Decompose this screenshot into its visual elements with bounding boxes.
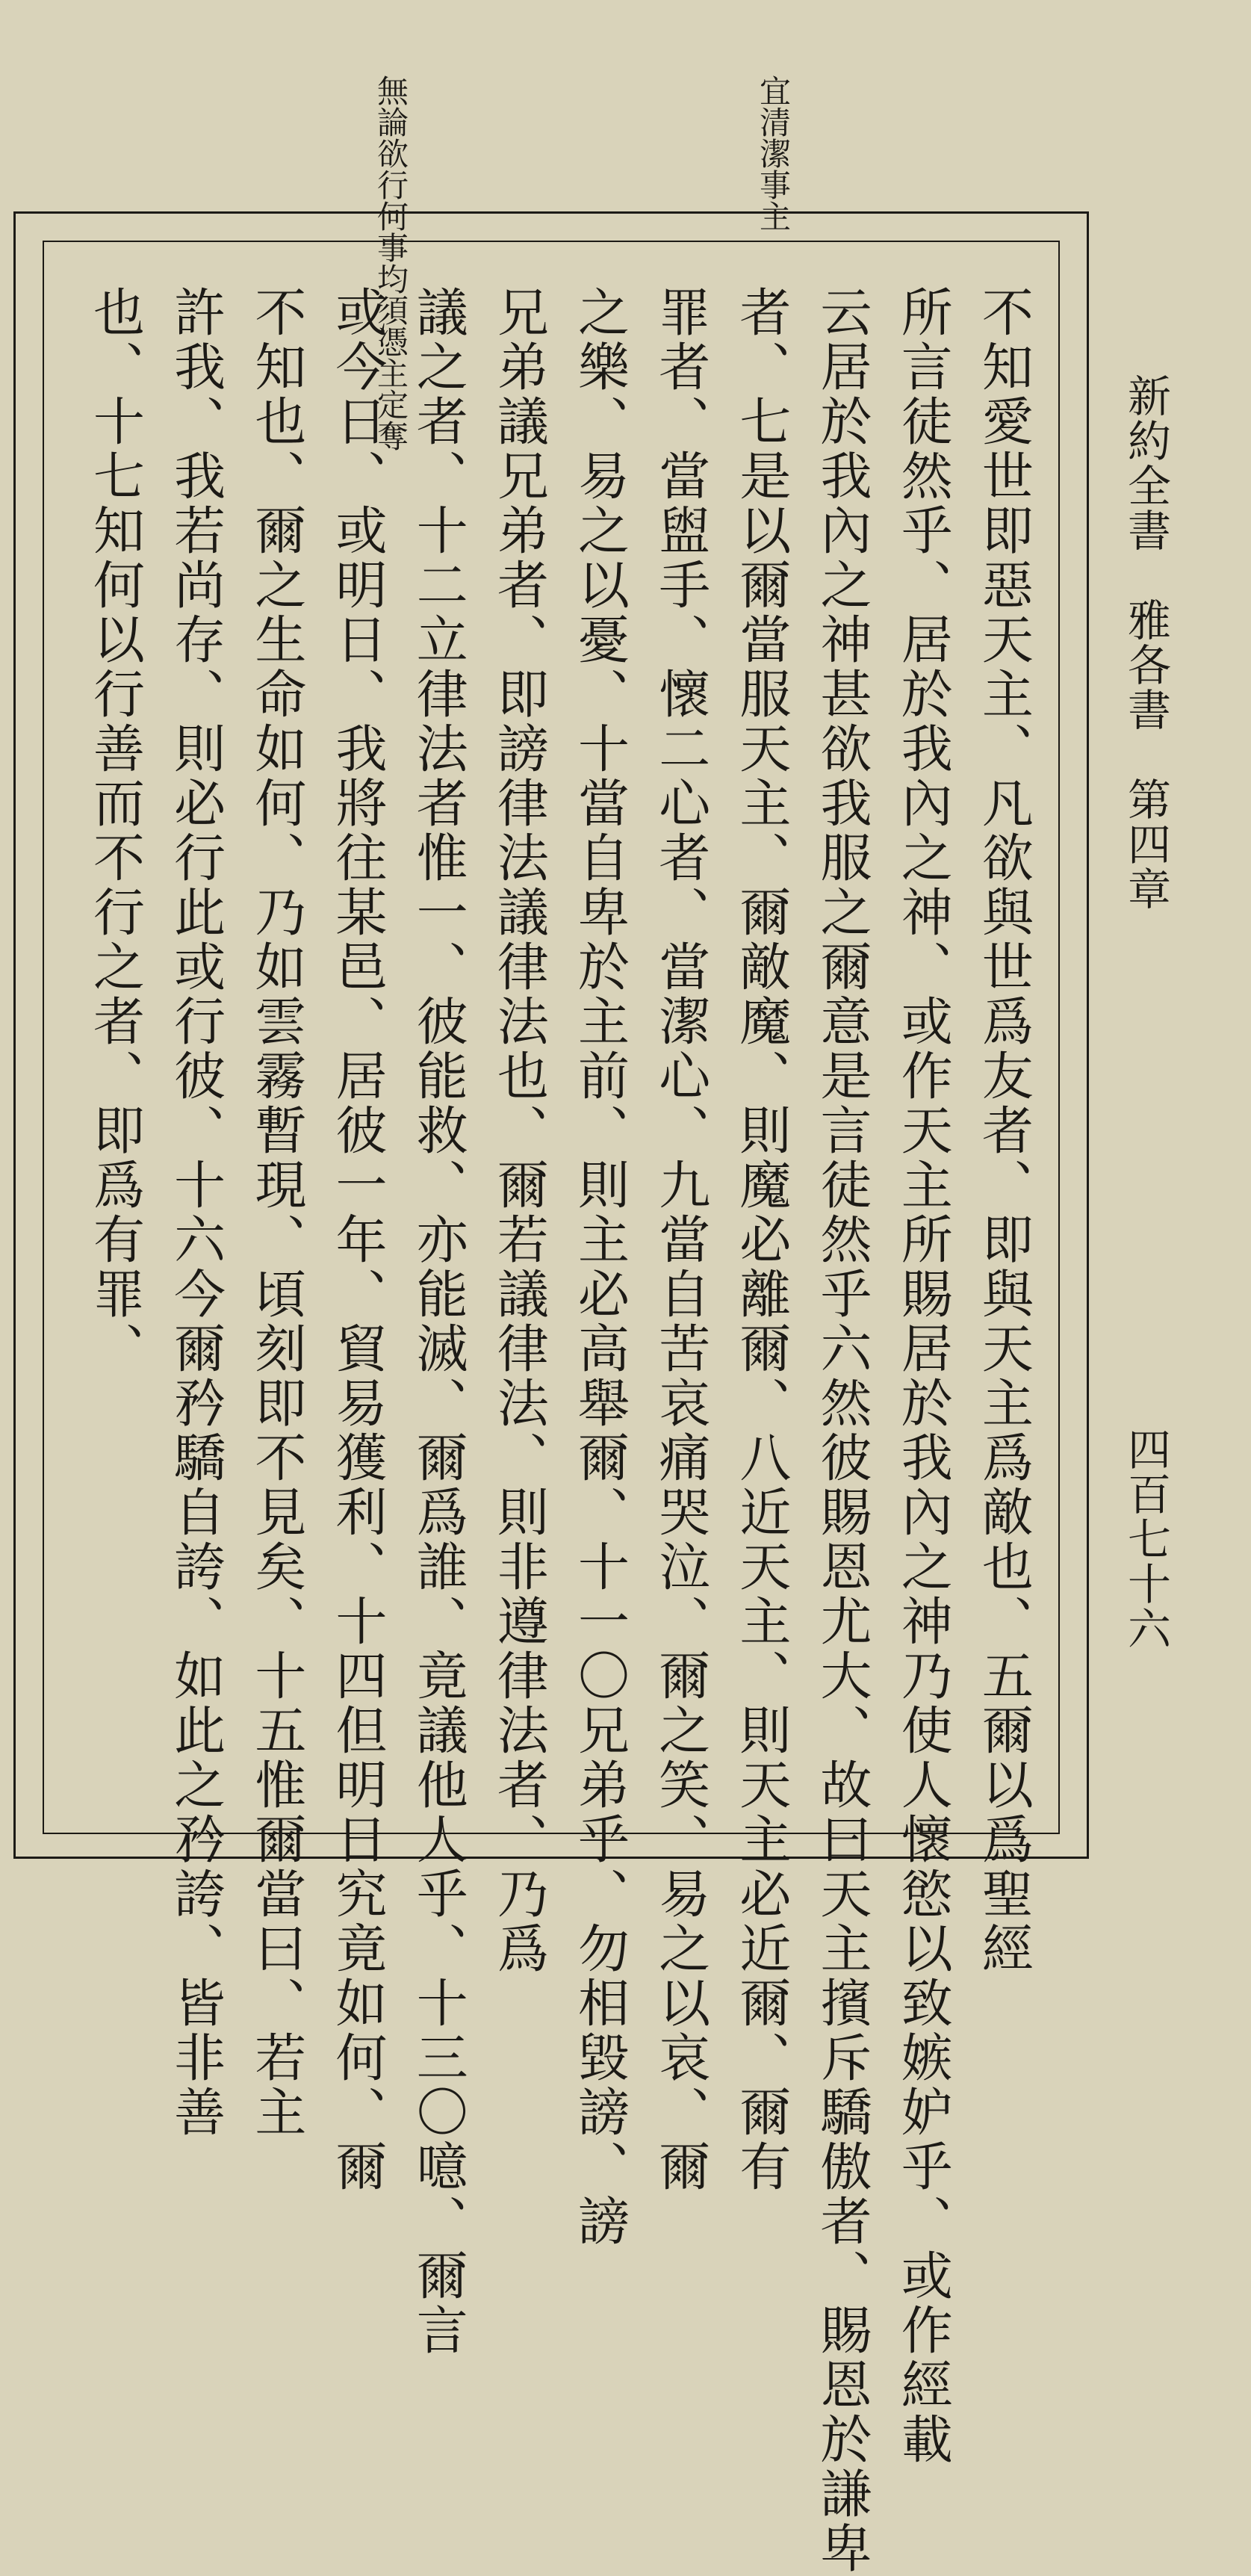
text-column-6: 之樂、易之以憂、十當自卑於主前、則主必高舉爾、十一〇兄弟乎、勿相毀謗、謗 xyxy=(569,285,630,2249)
margin-note-right: 宜清潔事主 xyxy=(755,75,792,232)
text-frame-inner xyxy=(43,241,1060,2576)
text-column-9: 或今日、或明日、我將往某邑、居彼一年、貿易獲利、十四但明日究竟如何、爾 xyxy=(326,285,387,2194)
text-column-8: 議之者、十二立律法者惟一、彼能救、亦能滅、爾爲誰、竟議他人乎、十三〇噫、爾言 xyxy=(407,285,468,2358)
text-frame-outer xyxy=(13,211,1089,2576)
page-number: 四百七十六 xyxy=(1120,1427,1171,1651)
text-column-7: 兄弟議兄弟者、即謗律法議律法也、爾若議律法、則非遵律法者、乃爲 xyxy=(488,285,548,1976)
text-column-12: 也、十七知何以行善而不行之者、即爲有罪、 xyxy=(84,285,144,1376)
text-column-5: 罪者、當盥手、懷二心者、當潔心、九當自苦哀痛哭泣、爾之笑、易之以哀、爾 xyxy=(650,285,710,2194)
running-header-title: 新約全書 雅各書 第四章 xyxy=(1120,374,1171,911)
text-column-3: 云居於我內之神甚欲我服之爾意是言徒然乎六然彼賜恩尤大、故曰天主擯斥驕傲者、賜恩於謙卑 xyxy=(811,285,872,2576)
text-column-2: 所言徒然乎、居於我內之神、或作天主所賜居於我內之神乃使人懷慾以致嫉妒乎、或作經載 xyxy=(892,285,952,2467)
text-column-4: 者、七是以爾當服天主、爾敵魔、則魔必離爾、八近天主、則天主必近爾、爾有 xyxy=(730,285,791,2194)
text-column-11: 許我、我若尚存、則必行此或行彼、十六今爾矜驕自誇、如此之矜誇、皆非善 xyxy=(165,285,226,2140)
text-column-1: 不知愛世即惡天主、凡欲與世爲友者、即與天主爲敵也、五爾以爲聖經 xyxy=(972,285,1033,1976)
text-column-10: 不知也、爾之生命如何、乃如雲霧暫現、頃刻即不見矣、十五惟爾當曰、若主 xyxy=(246,285,306,2140)
margin-note-left: 無論欲行何事均須憑主定奪 xyxy=(373,75,409,451)
